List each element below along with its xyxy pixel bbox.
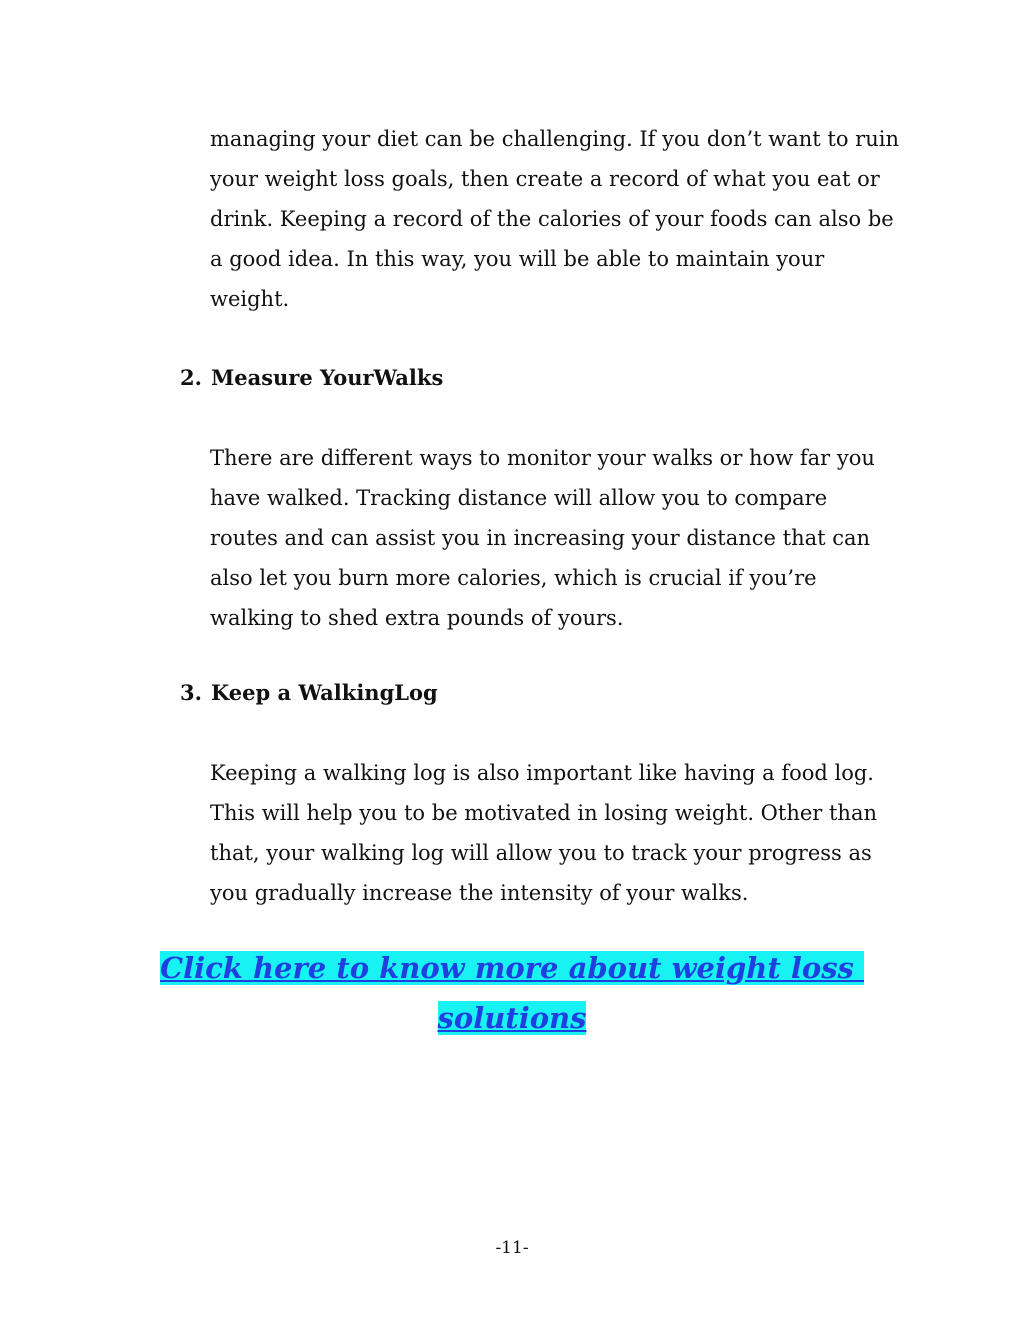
- paragraph-line: your weight loss goals, then create a record of what you eat or: [210, 167, 880, 191]
- weight-loss-solutions-link-continued[interactable]: solutions: [437, 1001, 587, 1035]
- paragraph-line: you gradually increase the intensity of your walks.: [210, 881, 749, 905]
- intro-paragraph: [210, 119, 899, 319]
- section-number: 2.: [180, 365, 202, 390]
- weight-loss-link-line-1: [0, 943, 1024, 993]
- page-number: -11-: [495, 1238, 529, 1258]
- section-title: Measure YourWalks: [211, 365, 444, 390]
- paragraph-line: weight.: [210, 287, 290, 311]
- paragraph-line: This will help you to be motivated in losing weight. Other than: [210, 801, 877, 825]
- weight-loss-link-line-2: [0, 993, 1024, 1043]
- paragraph-line: that, your walking log will allow you to track your progress as: [210, 841, 872, 865]
- paragraph-line: managing your diet can be challenging. If you don’t want to ruin: [210, 127, 899, 151]
- paragraph-line: also let you burn more calories, which is crucial if you’re: [210, 566, 817, 590]
- walking-log-paragraph: [210, 753, 890, 913]
- section-title: Keep a WalkingLog: [211, 680, 438, 705]
- paragraph-line: routes and can assist you in increasing your distance that can: [210, 526, 871, 550]
- paragraph-line: Keeping a walking log is also important like having a food log.: [210, 761, 874, 785]
- paragraph-line: There are different ways to monitor your walks or how far you: [210, 446, 875, 470]
- paragraph-line: have walked. Tracking distance will allow you to compare: [210, 486, 828, 510]
- section-heading-walking-log: [180, 673, 438, 713]
- paragraph-line: walking to shed extra pounds of yours.: [210, 606, 624, 630]
- paragraph-line: a good idea. In this way, you will be able to maintain your: [210, 247, 825, 271]
- section-heading-measure-walks: [180, 358, 443, 398]
- paragraph-line: drink. Keeping a record of the calories of your foods can also be: [210, 207, 894, 231]
- weight-loss-solutions-link[interactable]: Click here to know more about weight loss: [160, 951, 864, 985]
- section-number: 3.: [180, 680, 202, 705]
- measure-walks-paragraph: [210, 438, 890, 638]
